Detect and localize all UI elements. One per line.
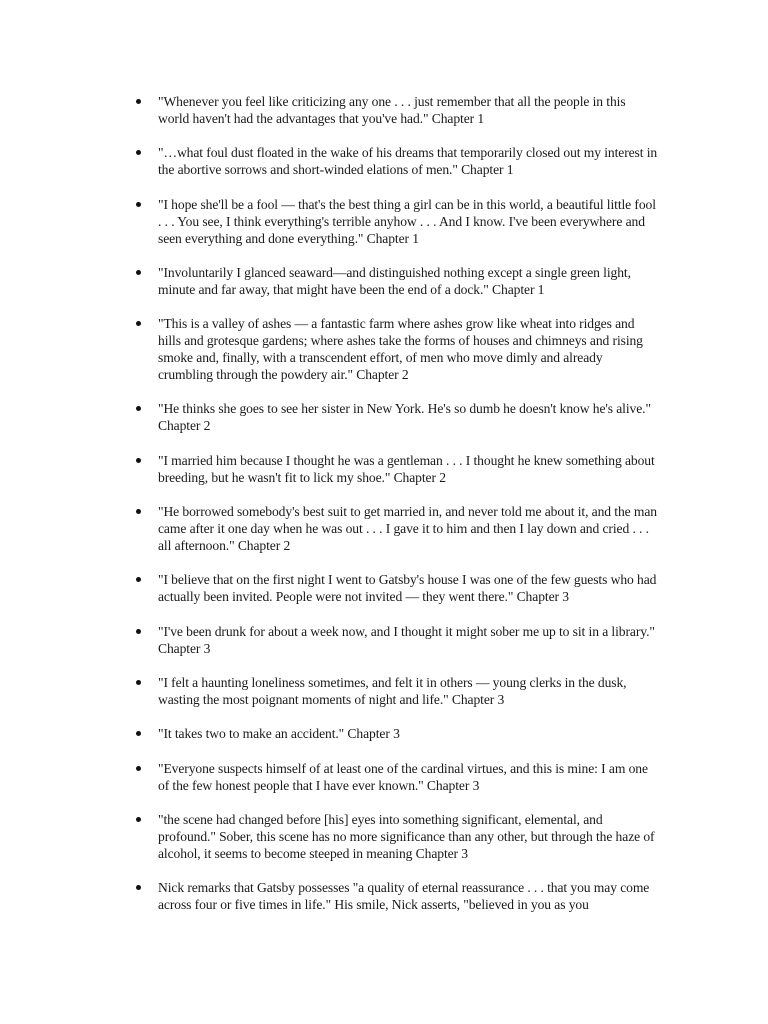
list-item <box>0 400 658 434</box>
bullet-icon <box>136 817 141 822</box>
list-item <box>0 93 658 127</box>
quote-text: "I hope she'll be a fool — that's the best thing a girl can be in this world, a beautiful little fool . . . You see, I think everything's terrible anyhow . . . And I know. I've been everywhere and seen everything and done everything." Chapter 1 <box>158 196 656 246</box>
quote-text: "…what foul dust floated in the wake of his dreams that temporarily closed out my interest in the abortive sorrows and short-winded elations of men." Chapter 1 <box>158 145 658 178</box>
list-item <box>0 760 658 794</box>
quote-text: "Whenever you feel like criticizing any one . . . just remember that all the people in this world haven't had the advantages that you've had." Chapter 1 <box>158 94 626 126</box>
quote-text: "I've been drunk for about a week now, and I thought it might sober me up to sit in a library." Chapter 3 <box>158 623 655 656</box>
quote-text: Nick remarks that Gatsby possesses "a quality of eternal reassurance . . . that you may come across four or five times in life." His smile, Nick asserts, "believed in you as you <box>158 880 650 913</box>
list-item <box>0 264 658 298</box>
bullet-icon <box>136 406 141 411</box>
quote-text: "I believe that on the first night I went to Gatsby's house I was one of the few guests who had actually been invited. People were not invited — they went there." Chapter 3 <box>158 572 657 605</box>
quote-text: "He borrowed somebody's best suit to get married in, and never told me about it, and the man came after it one day when he was out . . . I gave it to him and then I lay down and cried . . . all afternoon." Chapter 2 <box>158 504 658 554</box>
list-item <box>0 503 658 554</box>
bullet-icon <box>136 509 141 514</box>
list-item <box>0 725 658 742</box>
bullet-icon <box>136 99 141 104</box>
quote-text: "I felt a haunting loneliness sometimes, and felt it in others — young clerks in the dusk, wasting the most poignant moments of night and life." Chapter 3 <box>158 674 627 707</box>
list-item <box>0 811 658 862</box>
bullet-icon <box>136 321 141 326</box>
list-item <box>0 623 658 657</box>
list-item <box>0 674 658 708</box>
bullet-icon <box>136 766 141 771</box>
list-item <box>0 571 658 605</box>
bullet-icon <box>136 202 141 207</box>
list-item <box>0 315 658 383</box>
list-item <box>0 196 658 247</box>
bullet-icon <box>136 629 141 634</box>
quote-text: "Involuntarily I glanced seaward—and distinguished nothing except a single green light, minute and far away, that might have been the end of a dock." Chapter 1 <box>158 264 631 297</box>
bullet-icon <box>136 680 141 685</box>
bullet-icon <box>136 885 141 890</box>
bullet-icon <box>136 458 141 463</box>
bullet-icon <box>136 577 141 582</box>
quote-text: "I married him because I thought he was a gentleman . . . I thought he knew something about breeding, but he wasn't fit to lick my shoe." Chapter 2 <box>158 452 655 485</box>
bullet-icon <box>136 150 141 155</box>
list-item <box>0 452 658 486</box>
quote-text: "It takes two to make an accident." Chapter 3 <box>158 726 400 742</box>
quote-text: "Everyone suspects himself of at least one of the cardinal virtues, and this is mine: I am one of the few honest people that I have ever known." Chapter 3 <box>158 760 648 793</box>
quote-text: "He thinks she goes to see her sister in New York. He's so dumb he doesn't know he's alive." Chapter 2 <box>158 401 651 434</box>
bullet-icon <box>136 270 141 275</box>
quote-text: "This is a valley of ashes — a fantastic farm where ashes grow like wheat into ridges and hills and grotesque gardens; where ashes take the forms of houses and chimneys and rising smoke and, finally, with a transcendent effort, of men who move dimly and already crumbling through the powdery air." Chapter 2 <box>158 316 643 383</box>
list-item <box>0 879 658 913</box>
list-item <box>0 144 658 178</box>
bullet-icon <box>136 731 141 736</box>
quote-list <box>0 93 768 930</box>
quote-text: "the scene had changed before [his] eyes into something significant, elemental, and profound." Sober, this scene has no more significance than any other, but through the haze of alcohol, it seems to become steeped in meaning Chapter 3 <box>158 811 655 861</box>
